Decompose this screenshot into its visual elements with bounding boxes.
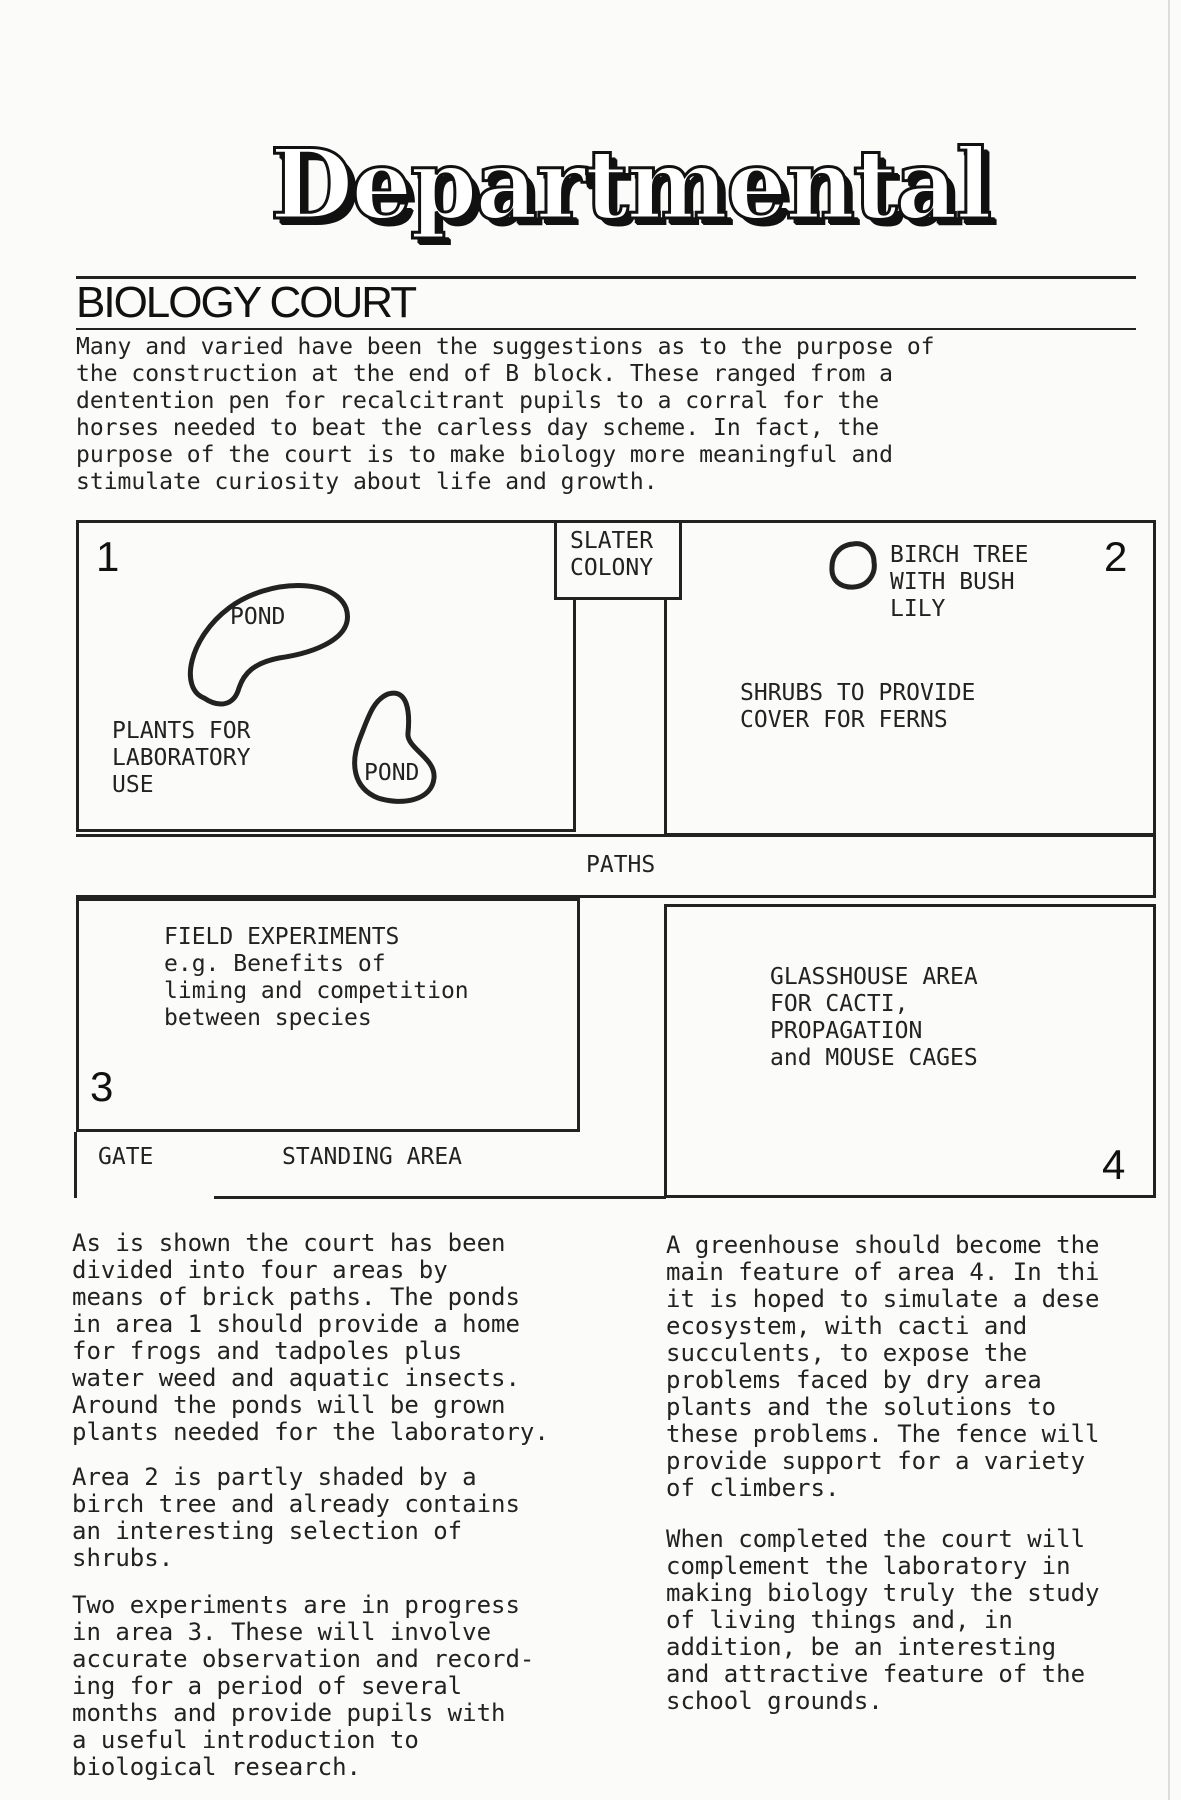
slater-colony-label: SLATER COLONY	[570, 528, 654, 581]
paths-label: PATHS	[586, 852, 656, 878]
gate-label: GATE	[98, 1144, 154, 1170]
area-4-number: 4	[1102, 1141, 1126, 1188]
page-edge-right	[1168, 0, 1170, 1800]
area-2-number: 2	[1104, 533, 1128, 580]
area-3-number: 3	[90, 1063, 114, 1110]
pond-b-label: POND	[364, 760, 420, 786]
left-col-para-1: As is shown the court has been divided into four areas by means of brick paths. The ponds in area 1 should provide a home for frogs and tadpoles plus water weed and aquatic insects. Around the ponds will be grown plants needed for the laboratory.	[72, 1229, 549, 1446]
court-plan-diagram	[76, 520, 1156, 1200]
left-col-para-3: Two experiments are in progress in area 3. These will involve accurate observation and record- ing for a period of several months and provide pupils with a useful introduction to biological research.	[72, 1591, 535, 1781]
left-col-para-2: Area 2 is partly shaded by a birch tree and already contains an interesting selection of shrubs.	[72, 1463, 520, 1572]
birch-tree-label: BIRCH TREE WITH BUSH LILY	[890, 542, 1029, 622]
standing-area-label: STANDING AREA	[282, 1144, 463, 1170]
right-col-para-1: A greenhouse should become the main feature of area 4. In thi it is hoped to simulate a dese ecosystem, with cacti and succulents, to expose the problems faced by dry area plants and the solutions to these problems. The fence will provide support for a variety of climbers.	[666, 1232, 1100, 1502]
area-1-number: 1	[96, 533, 120, 580]
right-col-para-2: When completed the court will complement the laboratory in making biology truly the study of living things and, in addition, be an interesting and attractive feature of the school grounds.	[666, 1526, 1100, 1715]
fence-bottom	[214, 1196, 666, 1199]
masthead-title: Departmental	[269, 128, 991, 241]
intro-paragraph: Many and varied have been the suggestions as to the purpose of the construction at the end of B block. These ranged from a dentention pen for recalcitrant pupils to a corral for the horses needed to beat the carless day scheme. In fact, the purpose of the court is to make biology more meaningful and stimulate curiosity about life and growth.	[76, 334, 935, 495]
section-title: BIOLOGY COURT	[76, 278, 416, 327]
header-rule-bottom	[76, 328, 1136, 330]
pond-a-label: POND	[230, 604, 286, 630]
field-experiments-label: FIELD EXPERIMENTS e.g. Benefits of liming and competition between species	[164, 924, 469, 1031]
plants-label: PLANTS FOR LABORATORY USE	[112, 718, 251, 798]
birch-tree-icon	[826, 540, 880, 592]
pond-b-shape	[348, 688, 448, 808]
glasshouse-label: GLASSHOUSE AREA FOR CACTI, PROPAGATION and MOUSE CAGES	[770, 964, 978, 1071]
shrubs-label: SHRUBS TO PROVIDE COVER FOR FERNS	[740, 680, 976, 733]
fence-left	[74, 1132, 77, 1198]
pond-a-shape	[184, 578, 354, 708]
